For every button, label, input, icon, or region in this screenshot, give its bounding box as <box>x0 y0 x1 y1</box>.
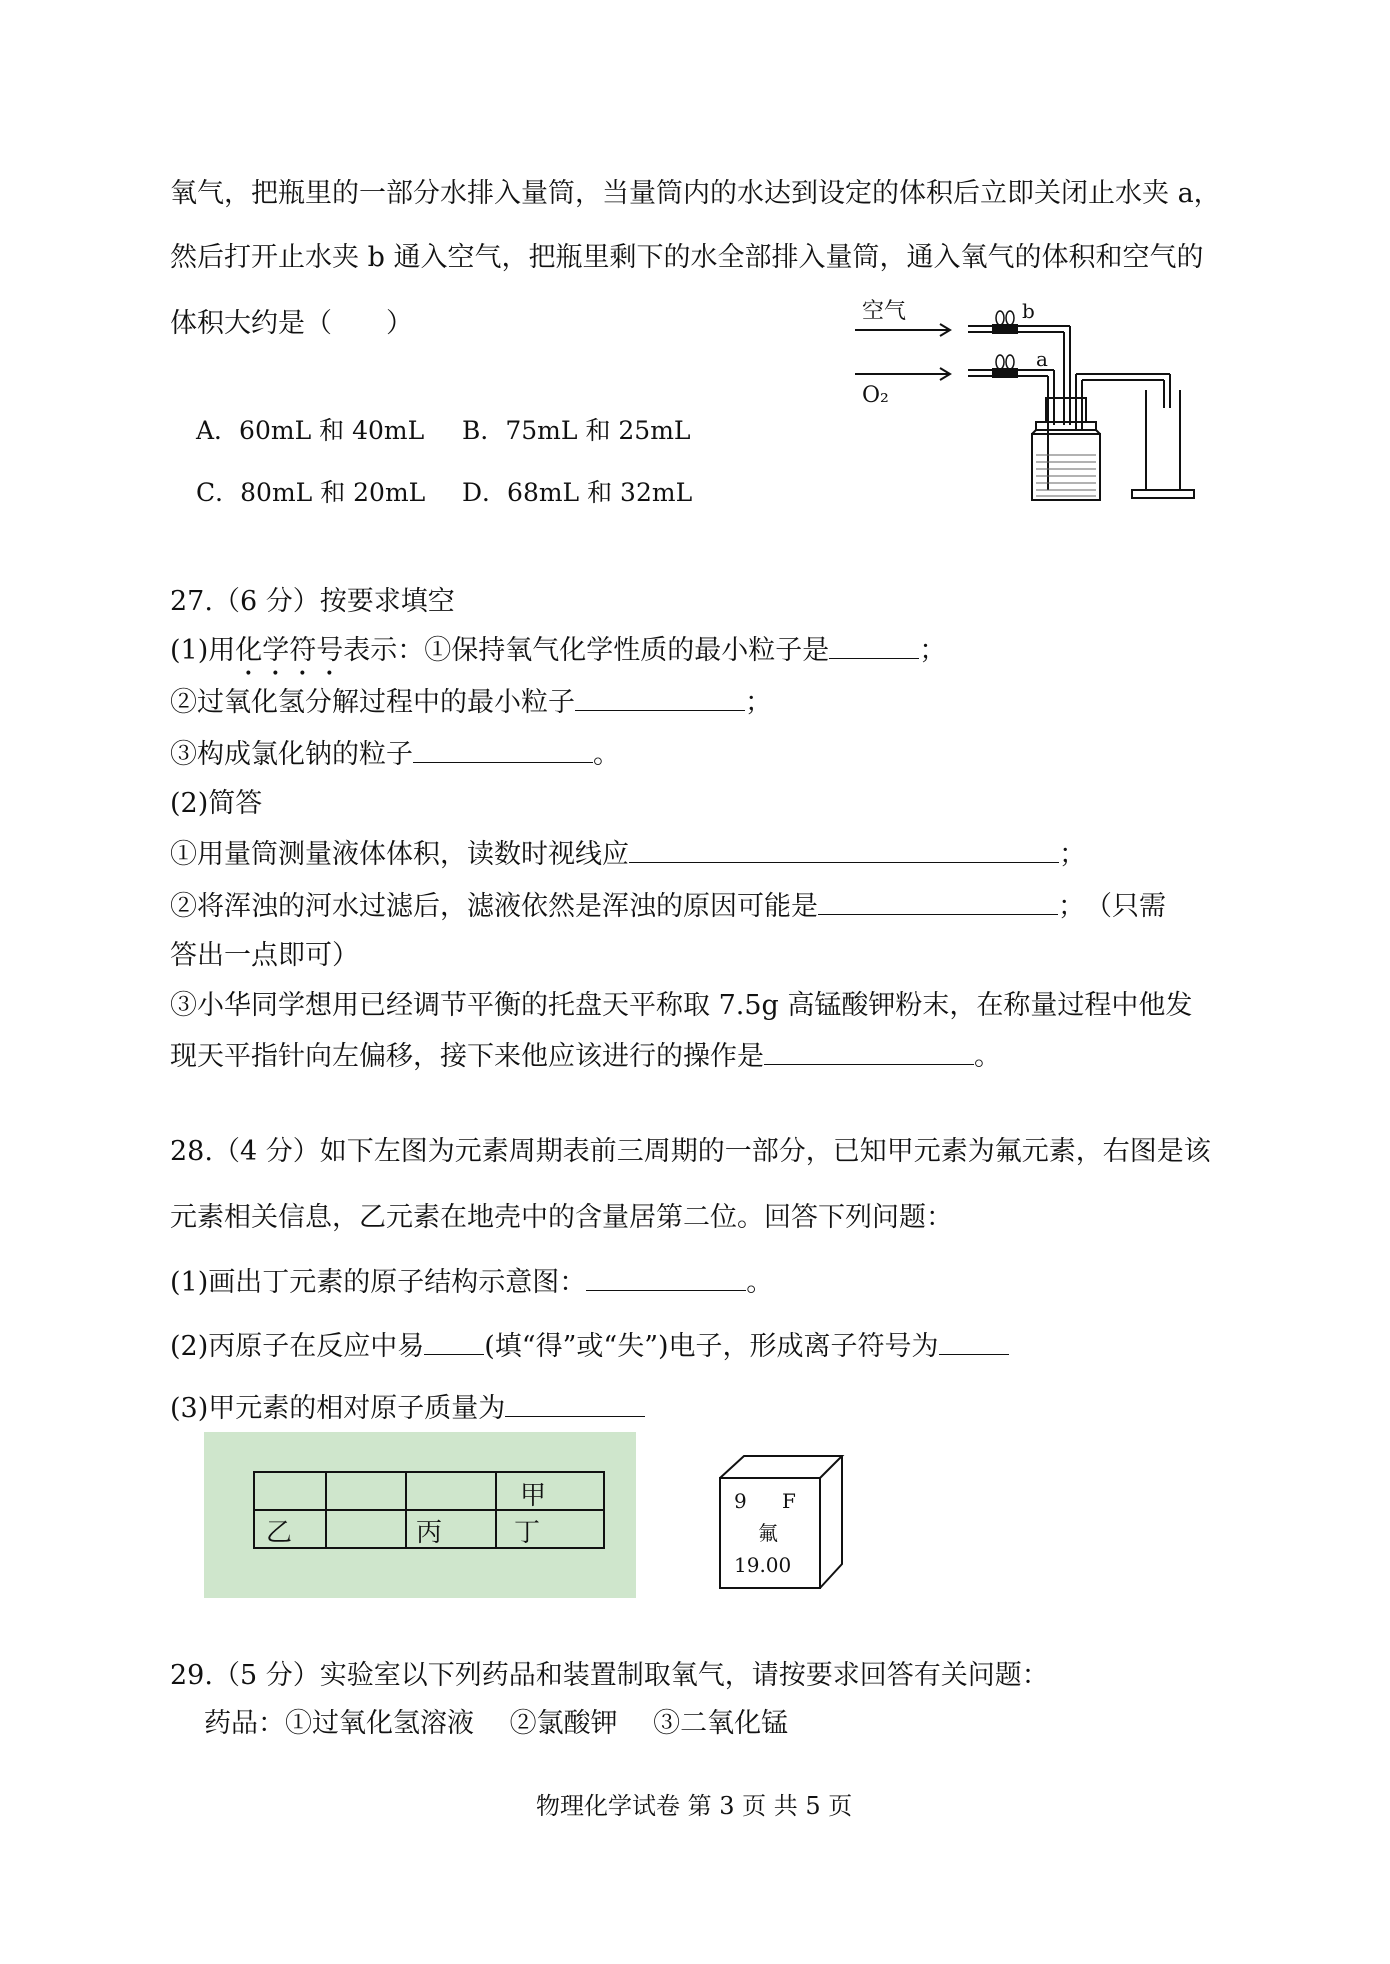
clip-b-label: b <box>1022 299 1035 323</box>
cell-bing: 丙 <box>416 1518 443 1548</box>
q27-part8: ③小华同学想用已经调节平衡的托盘天平称取 7.5g 高锰酸钾粉末，在称量过程中他发 <box>170 990 1193 1021</box>
q26-line-2: 然后打开止水夹 b 通入空气，把瓶里剩下的水全部排入量筒，通入氧气的体积和空气的 <box>170 242 1204 273</box>
element-symbol: F <box>782 1489 796 1513</box>
element-name: 氟 <box>758 1521 778 1545</box>
q27-part1: (1)用化学符号表示：①保持氧气化学性质的最小粒子是 ； <box>170 632 946 682</box>
page-footer: 物理化学试卷 第 3 页 共 5 页 <box>536 1792 853 1820</box>
answer-blank[interactable] <box>829 632 919 659</box>
q27-part5: ①用量筒测量液体体积，读数时视线应 ； <box>170 836 1086 873</box>
q27-title: 27.（6 分）按要求填空 <box>170 586 455 617</box>
q26-option-d: D．68mL 和 32mL <box>462 478 693 507</box>
cell-jia: 甲 <box>520 1481 547 1511</box>
q28-line-4: (2)丙原子在反应中易 (填“得”或“失”)电子，形成离子符号为 <box>170 1328 1009 1365</box>
answer-blank[interactable] <box>764 1038 974 1065</box>
gas-collection-apparatus-figure <box>840 290 1210 510</box>
answer-blank[interactable] <box>575 684 745 711</box>
air-label: 空气 <box>862 299 907 324</box>
answer-blank[interactable] <box>413 736 593 763</box>
emphasized-text: 化学符号 <box>235 635 344 666</box>
q27-part7: 答出一点即可） <box>170 940 359 971</box>
element-mass: 19.00 <box>734 1553 792 1577</box>
answer-blank[interactable] <box>818 888 1058 915</box>
cell-yi: 乙 <box>266 1518 293 1548</box>
answer-blank[interactable] <box>939 1328 1009 1355</box>
cell-ding: 丁 <box>514 1518 541 1548</box>
q26-line-1: 氧气，把瓶里的一部分水排入量筒，当量筒内的水达到设定的体积后立即关闭止水夹 a， <box>170 178 1221 209</box>
q27-part2: ②过氧化氢分解过程中的最小粒子 ； <box>170 684 772 721</box>
q27-part4: (2)简答 <box>170 788 263 819</box>
clip-a-label: a <box>1036 347 1048 371</box>
answer-blank[interactable] <box>586 1264 746 1291</box>
element-number: 9 <box>734 1489 747 1513</box>
q28-line-1: 28.（4 分）如下左图为元素周期表前三周期的一部分，已知甲元素为氟元素，右图是该 <box>170 1136 1211 1167</box>
o2-label: O₂ <box>862 383 889 408</box>
q28-line-5: (3)甲元素的相对原子质量为 <box>170 1390 645 1427</box>
q29-line-1: 29.（5 分）实验室以下列药品和装置制取氧气，请按要求回答有关问题： <box>170 1660 1049 1691</box>
q27-part3: ③构成氯化钠的粒子 。 <box>170 736 620 773</box>
q26-option-c: C．80mL 和 20mL <box>196 478 426 507</box>
answer-blank[interactable] <box>629 836 1059 863</box>
q28-line-2: 元素相关信息，乙元素在地壳中的含量居第二位。回答下列问题： <box>170 1202 953 1233</box>
q29-line-2: 药品：①过氧化氢溶液 ②氯酸钾 ③二氧化锰 <box>204 1708 789 1739</box>
q26-line-3: 体积大约是（ ） <box>170 308 413 339</box>
q27-part6: ②将浑浊的河水过滤后，滤液依然是浑浊的原因可能是 ； （只需 <box>170 888 1166 925</box>
answer-blank[interactable] <box>424 1328 484 1355</box>
q26-option-b: B．75mL 和 25mL <box>462 416 691 445</box>
q26-option-a: A．60mL 和 40mL <box>196 416 425 445</box>
element-info-card <box>710 1448 850 1596</box>
periodic-table-fragment <box>204 1432 636 1598</box>
q28-line-3: (1)画出丁元素的原子结构示意图： 。 <box>170 1264 773 1301</box>
q27-part9: 现天平指针向左偏移，接下来他应该进行的操作是 。 <box>170 1038 1001 1075</box>
answer-blank[interactable] <box>505 1390 645 1417</box>
